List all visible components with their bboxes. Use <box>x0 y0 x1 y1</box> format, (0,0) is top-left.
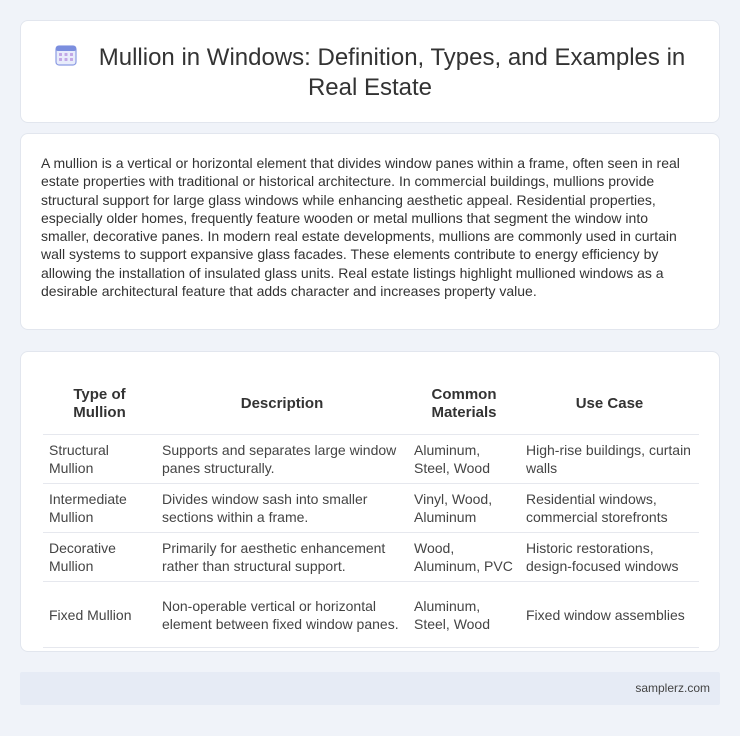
cell-type: Intermediate Mullion <box>43 484 156 533</box>
cell-use-case: Historic restorations, design-focused windows <box>520 533 699 582</box>
title-line-1: Mullion in Windows: Definition, Types, and Examples in <box>98 44 686 71</box>
footer-site-link[interactable]: samplerz.com <box>635 681 710 695</box>
header-materials: Common Materials <box>408 370 520 435</box>
table-row <box>43 582 699 648</box>
description-text: A mullion is a vertical or horizontal element that divides window panes within a frame, often seen in real estate properties with traditional or historical architecture. In commercial buildings, mullions provide structural support for large glass windows while enhancing aesthetic appeal. Residential properties, especially older homes, frequently feature wooden or metal mullions that segment the window into smaller, decorative panes. In modern real estate developments, mullions are commonly used in curtain wall systems to support expansive glass facades. These elements contribute to energy efficiency by allowing the installation of insulated glass units. Real estate listings highlight mullioned windows as a desirable architectural feature that adds character and increases property value. <box>41 155 680 300</box>
cell-description: Divides window sash into smaller sections within a frame. <box>156 484 408 533</box>
title-line-2: Real Estate <box>307 74 433 101</box>
cell-description: Primarily for aesthetic enhancement rather than structural support. <box>156 533 408 582</box>
table-card <box>20 351 720 652</box>
header-description: Description <box>156 370 408 435</box>
cell-type: Decorative Mullion <box>43 533 156 582</box>
calendar-grid-icon <box>55 44 77 66</box>
title-card <box>20 20 720 123</box>
page-title <box>21 43 719 103</box>
table-row <box>43 533 699 582</box>
cell-materials: Wood, Aluminum, PVC <box>408 533 520 582</box>
cell-description: Non-operable vertical or horizontal element between fixed window panes. <box>156 582 408 648</box>
mullion-types-table <box>43 370 699 648</box>
table-row <box>43 435 699 484</box>
cell-description: Supports and separates large window panes structurally. <box>156 435 408 484</box>
cell-use-case: Residential windows, commercial storefronts <box>520 484 699 533</box>
table-row <box>43 484 699 533</box>
cell-materials: Aluminum, Steel, Wood <box>408 435 520 484</box>
cell-type: Structural Mullion <box>43 435 156 484</box>
cell-use-case: Fixed window assemblies <box>520 582 699 648</box>
cell-materials: Vinyl, Wood, Aluminum <box>408 484 520 533</box>
cell-type: Fixed Mullion <box>43 582 156 648</box>
description-card <box>20 133 720 330</box>
cell-materials: Aluminum, Steel, Wood <box>408 582 520 648</box>
table-header-row <box>43 370 699 435</box>
cell-use-case: High-rise buildings, curtain walls <box>520 435 699 484</box>
header-use-case: Use Case <box>520 370 699 435</box>
footer <box>20 672 720 705</box>
header-type: Type of Mullion <box>43 370 156 435</box>
